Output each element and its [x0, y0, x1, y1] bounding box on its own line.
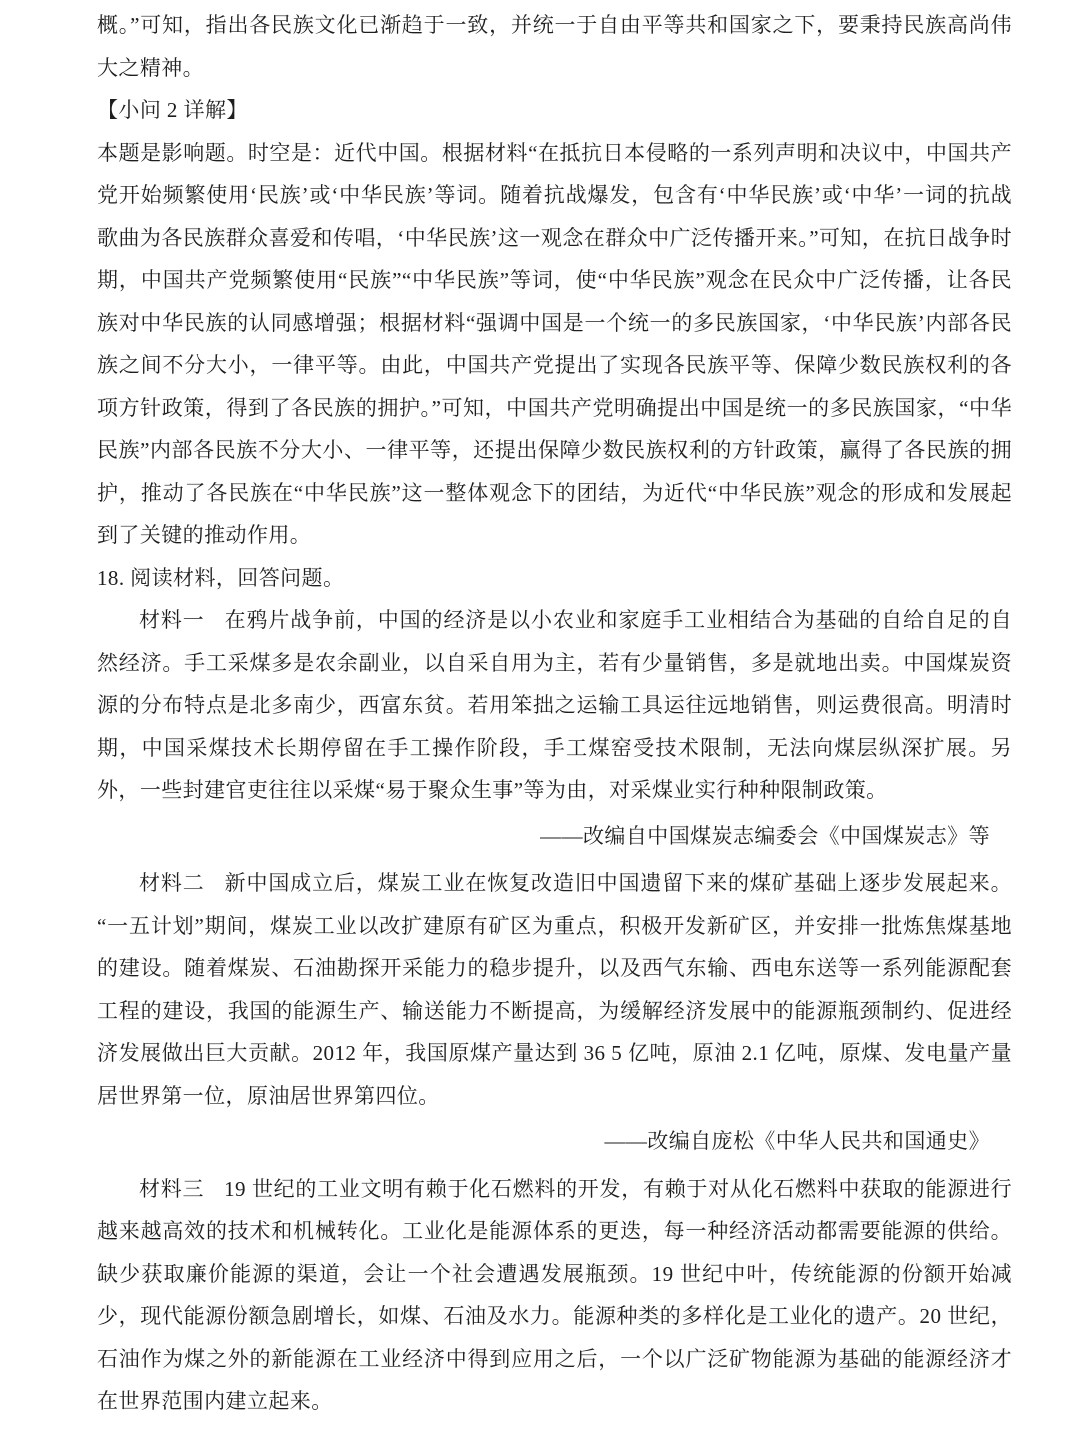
material-1-paragraph [97, 599, 1012, 812]
answer-continuation-text: 概。”可知，指出各民族文化已渐趋于一致，并统一于自由平等共和国家之下，要秉持民族高尚伟大之精神。 [97, 13, 1012, 80]
material-1-source: ——改编自中国煤炭志编委会《中国煤炭志》等 [540, 823, 990, 848]
material-3-label: 材料三 [139, 1176, 205, 1201]
material-2-paragraph [97, 862, 1012, 1117]
material-2-label: 材料二 [139, 871, 205, 895]
material-1-text: 在鸦片战争前，中国的经济是以小农业和家庭手工业相结合为基础的自给自足的自然经济。手工采煤多是农余副业，以自采自用为主，若有少量销售，多是就地出卖。中国煤炭资源的分布特点是北多南少，西富东贫。若用笨拙之运输工具运往远地销售，则运费很高。明清时期，中国采煤技术长期停留在手工操作阶段，手工煤窑受技术限制，无法向煤层纵深扩展。另外，一些封建官吏往往以采煤“易于聚众生事”等为由，对采煤业实行种种限制政策。 [97, 608, 1012, 802]
subquestion-2-analysis: 本题是影响题。时空是：近代中国。根据材料“在抵抗日本侵略的一系列声明和决议中，中国共产党开始频繁使用‘民族’或‘中华民族’等词。随着抗战爆发，包含有‘中华民族’或‘中华’一词的抗战歌曲为各民族群众喜爱和传唱，‘中华民族’这一观念在群众中广泛传播开来。”可知，在抗日战争时期，中国共产党频繁使用“民族”“中华民族”等词，使“中华民族”观念在民众中广泛传播，让各民族对中华民族的认同感增强；根据材料“强调中国是一个统一的多民族国家，‘中华民族’内部各民族之间不分大小，一律平等。由此，中国共产党提出了实现各民族平等、保障少数民族权利的各项方针政策，得到了各民族的拥护。”可知，中国共产党明确提出中国是统一的多民族国家，“中华民族”内部各民族不分大小、一律平等，还提出保障少数民族权利的方针政策，赢得了各民族的拥护，推动了各民族在“中华民族”这一整体观念下的团结，为近代“中华民族”观念的形成和发展起到了关键的推动作用。 [97, 140, 1012, 547]
subquestion-2-heading: 【小问 2 详解】 [97, 98, 248, 122]
material-2-source: ——改编自庞松《中华人民共和国通史》 [604, 1129, 990, 1153]
material-2-text: 新中国成立后，煤炭工业在恢复改造旧中国遗留下来的煤矿基础上逐步发展起来。“一五计划”期间，煤炭工业以改扩建原有矿区为重点，积极开发新矿区，并安排一批炼焦煤基地的建设。随着煤炭、石油勘探开采能力的稳步提升，以及西气东输、西电东送等一系列能源配套工程的建设，我国的能源生产、输送能力不断提高，为缓解经济发展中的能源瓶颈制约、促进经济发展做出巨大贡献。2012 年，我国原煤产量达到 36 5 亿吨，原油 2.1 亿吨，原煤、发电量产量居世界第一位，原油居世界第四位。 [97, 871, 1012, 1108]
question-18-stem: 18. 阅读材料，回答问题。 [97, 565, 345, 590]
material-3-text: 19 世纪的工业文明有赖于化石燃料的开发，有赖于对从化石燃料中获取的能源进行越来越高效的技术和机械转化。工业化是能源体系的更迭，每一种经济活动都需要能源的供给。缺少获取廉价能源的渠道，会让一个社会遭遇发展瓶颈。19 世纪中叶，传统能源的份额开始减少，现代能源份额急剧增长，如煤、石油及水力。能源种类的多样化是工业化的遗产。20 世纪，石油作为煤之外的新能源在工业经济中得到应用之后，一个以广泛矿物能源为基础的能源经济才在世界范围内建立起来。 [97, 1176, 1012, 1413]
material-3-paragraph [97, 1168, 1012, 1423]
material-1-label: 材料一 [139, 608, 205, 632]
